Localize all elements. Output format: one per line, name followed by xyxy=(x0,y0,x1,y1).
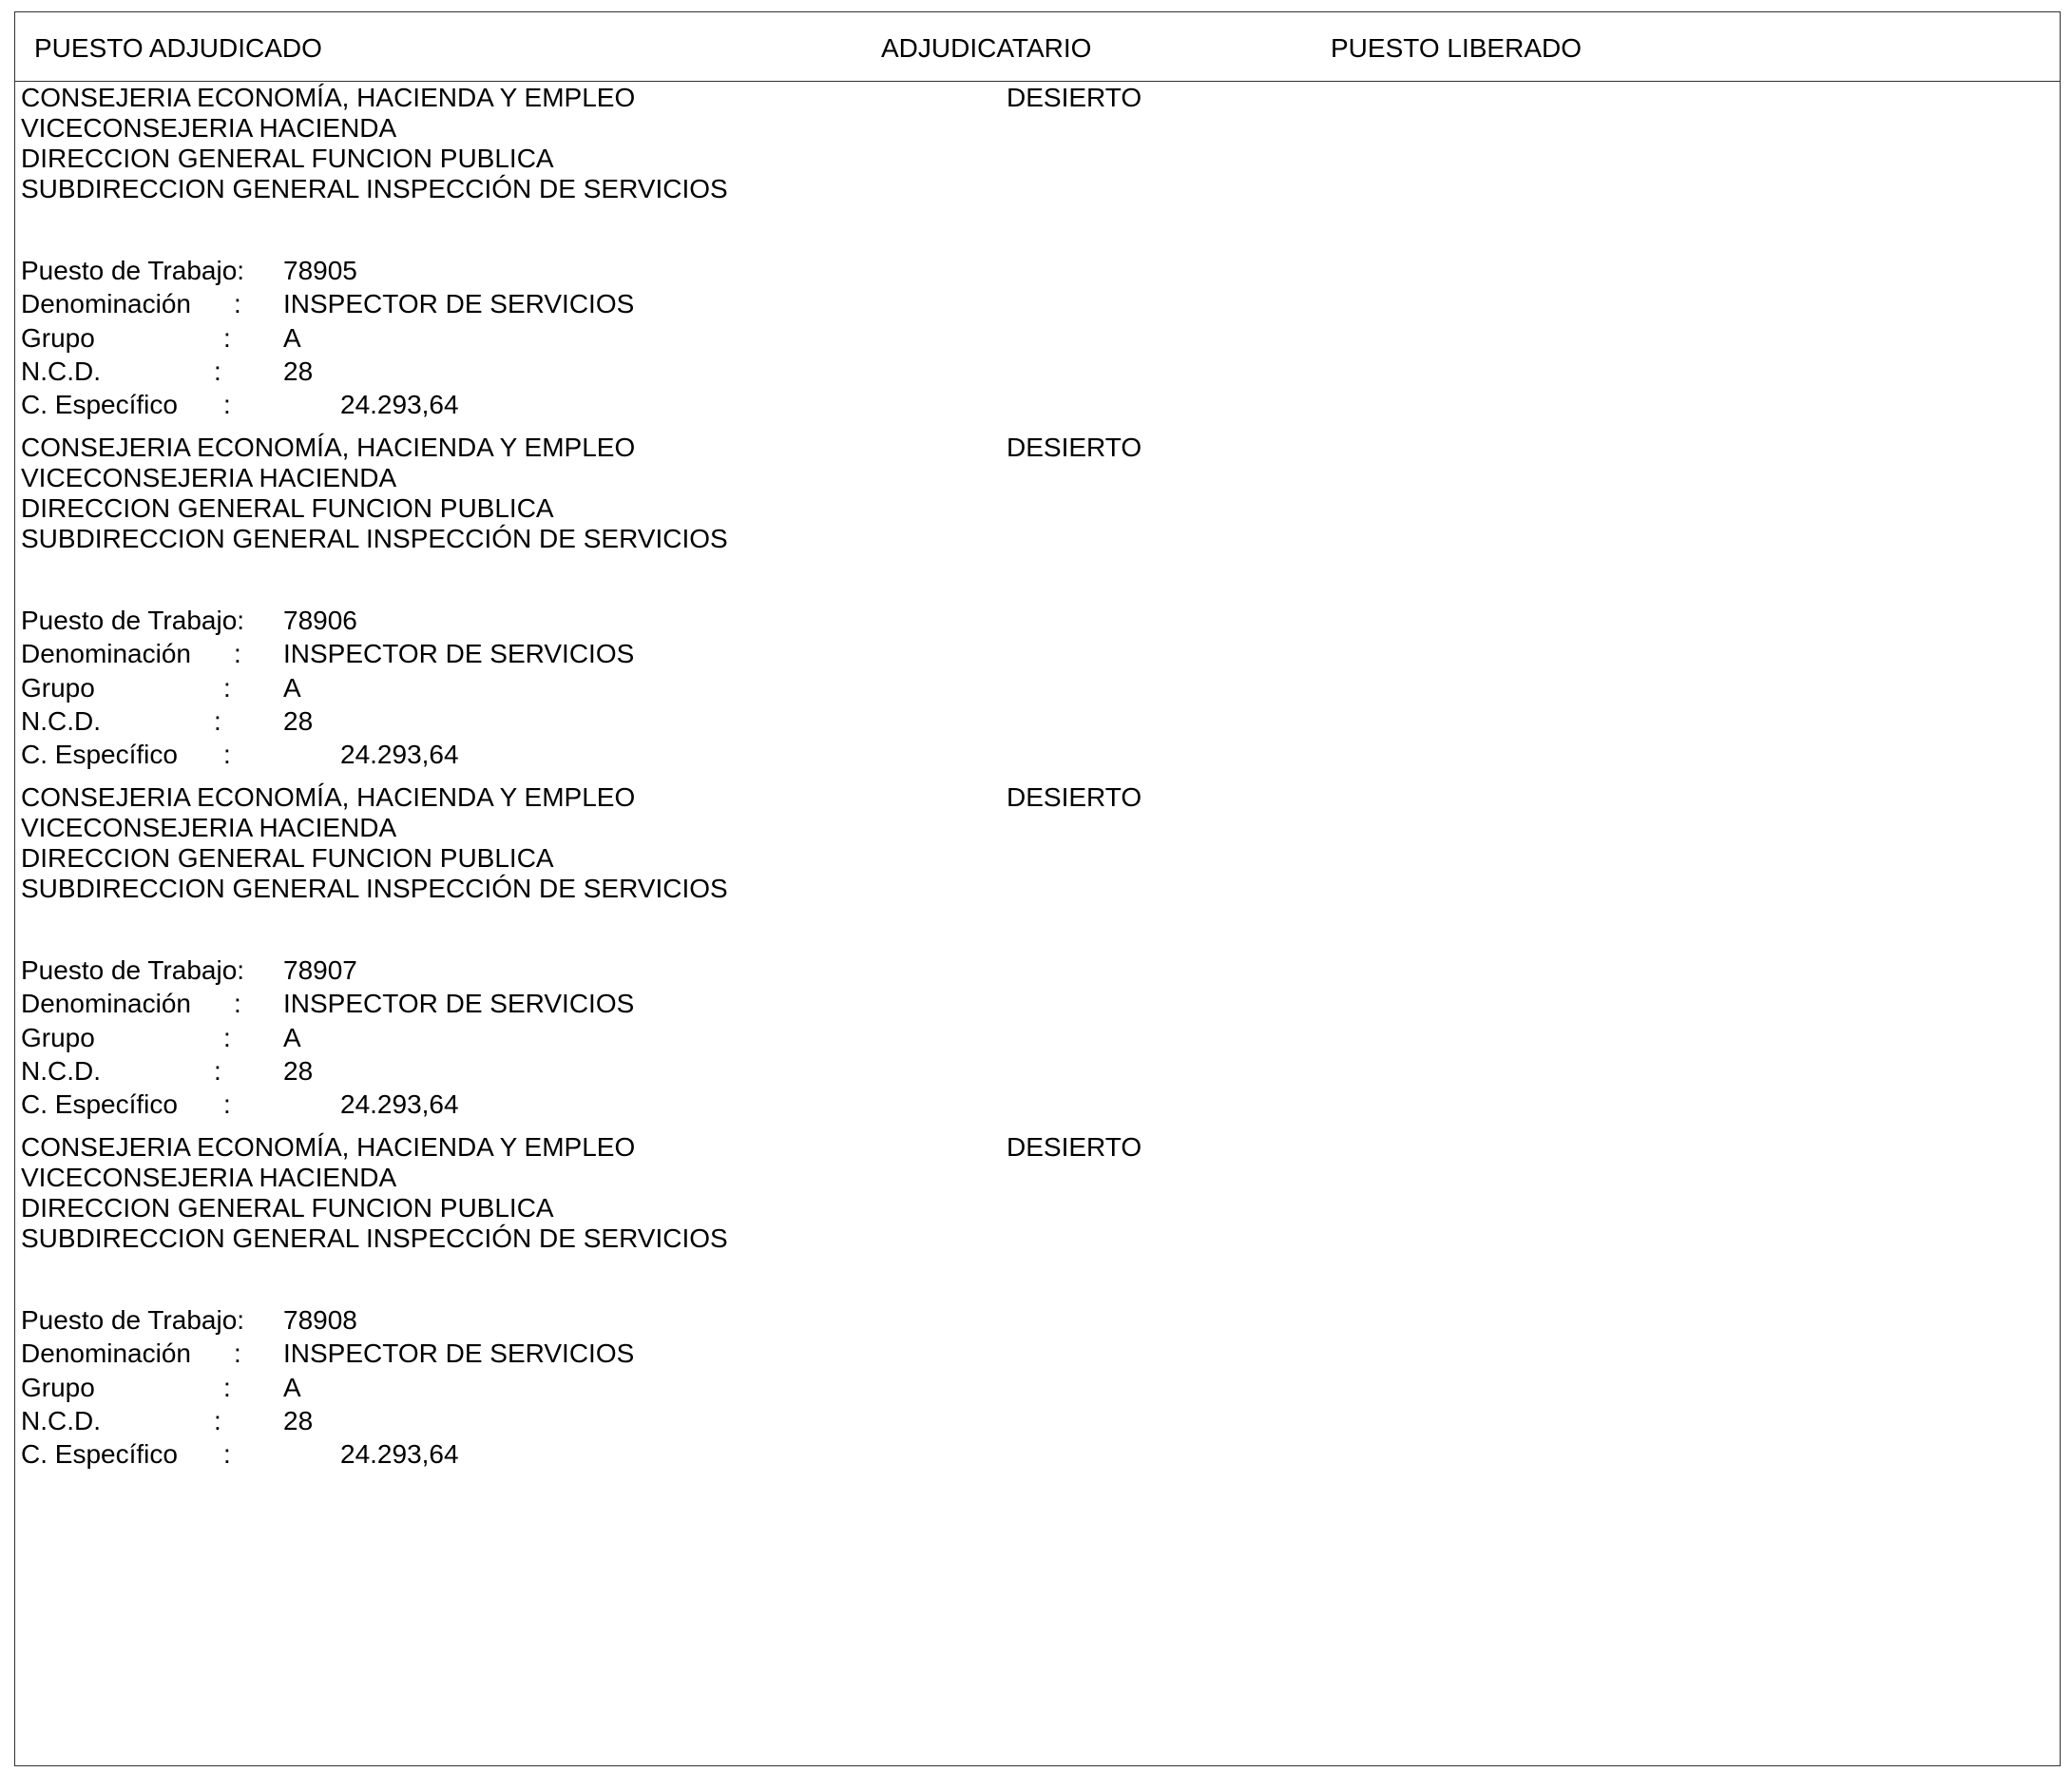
org-line: VICECONSEJERIA HACIENDA xyxy=(21,463,397,492)
colon: : xyxy=(214,1405,221,1435)
colon: : xyxy=(234,989,241,1019)
table-row xyxy=(15,782,2060,1132)
org-line: CONSEJERIA ECONOMÍA, HACIENDA Y EMPLEO xyxy=(21,433,636,462)
organization-block xyxy=(21,433,728,554)
org-line: SUBDIRECCION GENERAL INSPECCIÓN DE SERVICIOS xyxy=(21,524,728,553)
denominacion-value: INSPECTOR DE SERVICIOS xyxy=(283,289,635,319)
puesto-value: 78905 xyxy=(283,256,357,285)
denominacion-value: INSPECTOR DE SERVICIOS xyxy=(283,989,635,1019)
especifico-label: C. Específico xyxy=(21,1439,178,1470)
puesto-value: 78908 xyxy=(283,1305,357,1335)
denominacion-value: INSPECTOR DE SERVICIOS xyxy=(283,1339,635,1369)
grupo-value: A xyxy=(283,322,301,353)
ncd-label: N.C.D. xyxy=(21,705,101,736)
header-adjudicatario: ADJUDICATARIO xyxy=(881,33,1092,63)
ncd-value: 28 xyxy=(283,356,314,386)
colon: : xyxy=(223,322,231,353)
table-header xyxy=(15,12,2060,82)
grupo-value: A xyxy=(283,1022,301,1052)
header-puesto-adjudicado: PUESTO ADJUDICADO xyxy=(34,33,322,63)
ncd-value: 28 xyxy=(283,705,314,736)
colon: : xyxy=(234,289,241,319)
grupo-label: Grupo xyxy=(21,322,95,353)
table-row xyxy=(15,1132,2060,1482)
colon: : xyxy=(223,1022,231,1052)
org-line: SUBDIRECCION GENERAL INSPECCIÓN DE SERVICIOS xyxy=(21,1223,728,1253)
adjudicatario-value: DESIERTO xyxy=(1007,782,1142,812)
org-line: VICECONSEJERIA HACIENDA xyxy=(21,1163,397,1192)
colon: : xyxy=(223,1089,231,1120)
grupo-value: A xyxy=(283,672,301,703)
especifico-value: 24.293,64 xyxy=(340,1089,459,1120)
denominacion-label: Denominación xyxy=(21,639,191,669)
colon: : xyxy=(234,1339,241,1369)
document-table xyxy=(14,11,2061,1766)
grupo-label: Grupo xyxy=(21,1372,95,1402)
especifico-value: 24.293,64 xyxy=(340,390,459,420)
org-line: DIRECCION GENERAL FUNCION PUBLICA xyxy=(21,1193,554,1223)
header-puesto-liberado: PUESTO LIBERADO xyxy=(1331,33,1583,63)
puesto-value: 78906 xyxy=(283,606,357,635)
adjudicatario-value: DESIERTO xyxy=(1007,83,1142,112)
especifico-value: 24.293,64 xyxy=(340,1439,459,1470)
puesto-label: Puesto de Trabajo: xyxy=(21,1305,245,1335)
especifico-value: 24.293,64 xyxy=(340,740,459,770)
colon: : xyxy=(214,1055,221,1086)
colon: : xyxy=(223,740,231,770)
colon: : xyxy=(214,356,221,386)
ncd-label: N.C.D. xyxy=(21,1055,101,1086)
adjudicatario-value: DESIERTO xyxy=(1007,1132,1142,1162)
org-line: VICECONSEJERIA HACIENDA xyxy=(21,813,397,842)
especifico-label: C. Específico xyxy=(21,740,178,770)
ncd-value: 28 xyxy=(283,1055,314,1086)
colon: : xyxy=(214,705,221,736)
org-line: CONSEJERIA ECONOMÍA, HACIENDA Y EMPLEO xyxy=(21,1132,636,1162)
entries-list xyxy=(15,83,2060,1482)
organization-block xyxy=(21,782,728,904)
table-row xyxy=(15,433,2060,782)
denominacion-label: Denominación xyxy=(21,289,191,319)
organization-block xyxy=(21,1132,728,1254)
org-line: SUBDIRECCION GENERAL INSPECCIÓN DE SERVICIOS xyxy=(21,874,728,903)
org-line: DIRECCION GENERAL FUNCION PUBLICA xyxy=(21,493,554,523)
table-row xyxy=(15,83,2060,433)
ncd-label: N.C.D. xyxy=(21,356,101,386)
puesto-value: 78907 xyxy=(283,955,357,985)
denominacion-value: INSPECTOR DE SERVICIOS xyxy=(283,639,635,669)
grupo-value: A xyxy=(283,1372,301,1402)
puesto-label: Puesto de Trabajo: xyxy=(21,606,245,635)
grupo-label: Grupo xyxy=(21,1022,95,1052)
puesto-label: Puesto de Trabajo: xyxy=(21,256,245,285)
colon: : xyxy=(223,1372,231,1402)
org-line: VICECONSEJERIA HACIENDA xyxy=(21,113,397,143)
org-line: SUBDIRECCION GENERAL INSPECCIÓN DE SERVICIOS xyxy=(21,174,728,203)
especifico-label: C. Específico xyxy=(21,1089,178,1120)
colon: : xyxy=(223,390,231,420)
org-line: DIRECCION GENERAL FUNCION PUBLICA xyxy=(21,843,554,873)
org-line: CONSEJERIA ECONOMÍA, HACIENDA Y EMPLEO xyxy=(21,83,636,112)
colon: : xyxy=(223,672,231,703)
grupo-label: Grupo xyxy=(21,672,95,703)
organization-block xyxy=(21,83,728,204)
ncd-value: 28 xyxy=(283,1405,314,1435)
org-line: CONSEJERIA ECONOMÍA, HACIENDA Y EMPLEO xyxy=(21,782,636,812)
especifico-label: C. Específico xyxy=(21,390,178,420)
org-line: DIRECCION GENERAL FUNCION PUBLICA xyxy=(21,144,554,173)
colon: : xyxy=(223,1439,231,1470)
adjudicatario-value: DESIERTO xyxy=(1007,433,1142,462)
denominacion-label: Denominación xyxy=(21,989,191,1019)
ncd-label: N.C.D. xyxy=(21,1405,101,1435)
puesto-label: Puesto de Trabajo: xyxy=(21,955,245,985)
denominacion-label: Denominación xyxy=(21,1339,191,1369)
colon: : xyxy=(234,639,241,669)
